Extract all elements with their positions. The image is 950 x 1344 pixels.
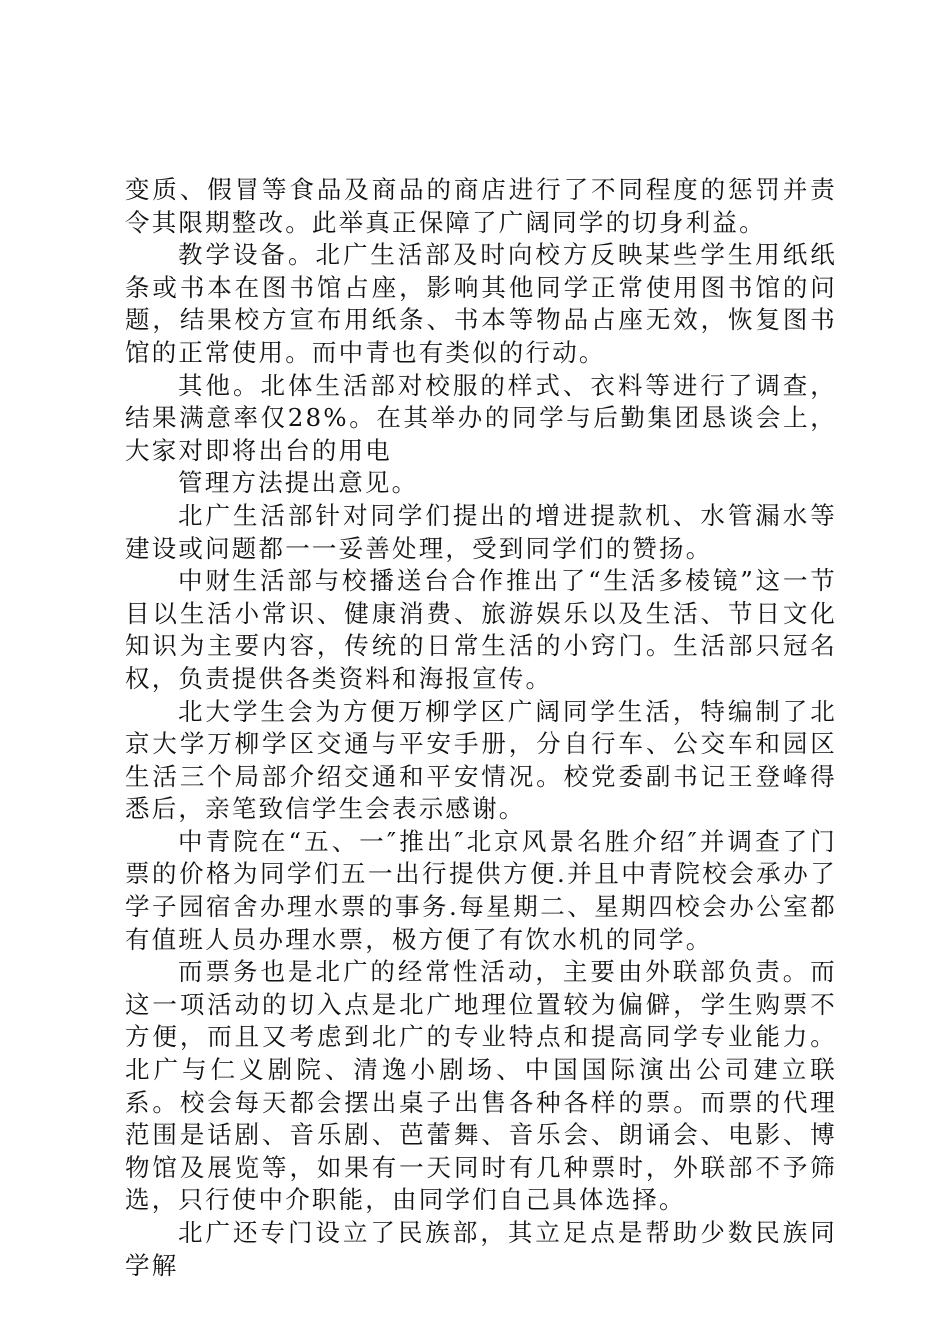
paragraph-10: 北广还专门设立了民族部，其立足点是帮助少数民族同学解 — [125, 1218, 837, 1280]
paragraph-7: 北大学生会为方便万柳学区广阔同学生活，特编制了北京大学万柳学区交通与平安手册，分自行车、公交车和园区生活三个局部介绍交通和平安情况。校党委副书记王登峰得悉后，亲笔致信学生会表示感谢。 — [125, 696, 837, 824]
paragraph-2: 教学设备。北广生活部及时向校方反映某些学生用纸纸条或书本在图书馆占座，影响其他同学正常使用图书馆的问题，结果校方宣布用纸条、书本等物品占座无效，恢复图书馆的正常使用。而中青也有类似的行动。 — [125, 240, 837, 367]
paragraph-9: 而票务也是北广的经常性活动，主要由外联部负责。而这一项活动的切入点是北广地理位置较为偏僻，学生购票不方便，而且又考虑到北广的专业特点和提高同学专业能力。北广与仁义剧院、清逸小剧场、中国国际演出公司建立联系。校会每天都会摆出桌子出售各种各样的票。而票的代理范围是话剧、音乐剧、芭蕾舞、音乐会、朗诵会、电影、博物馆及展览等，如果有一天同时有几种票时，外联部不予筛选，只行使中介职能，由同学们自己具体选择。 — [125, 957, 837, 1215]
paragraph-6: 中财生活部与校播送台合作推出了“生活多棱镜”这一节目以生活小常识、健康消费、旅游娱乐以及生活、节日文化知识为主要内容，传统的日常生活的小窍门。生活部只冠名权，负责提供各类资料和海报宣传。 — [125, 566, 837, 693]
paragraph-3: 其他。北体生活部对校服的样式、衣料等进行了调查，结果满意率仅28%。在其举办的同学与后勤集团恳谈会上，大家对即将出台的用电 — [125, 370, 837, 465]
document-body — [125, 174, 837, 1282]
paragraph-8: 中青院在“五、一″推出″北京风景名胜介绍″并调查了门票的价格为同学们五一出行提供方便.并且中青院校会承办了学子园宿舍办理水票的事务.每星期二、星期四校会办公室都有值班人员办理水票，极方便了有饮水机的同学。 — [125, 826, 837, 954]
paragraph-1: 变质、假冒等食品及商品的商店进行了不同程度的惩罚并责令其限期整改。此举真正保障了广阔同学的切身利益。 — [125, 175, 837, 237]
paragraph-5: 北广生活部针对同学们提出的增进提款机、水管漏水等建设或问题都一一妥善处理，受到同学们的赞扬。 — [125, 500, 837, 563]
paragraph-4: 管理方法提出意见。 — [178, 468, 419, 498]
